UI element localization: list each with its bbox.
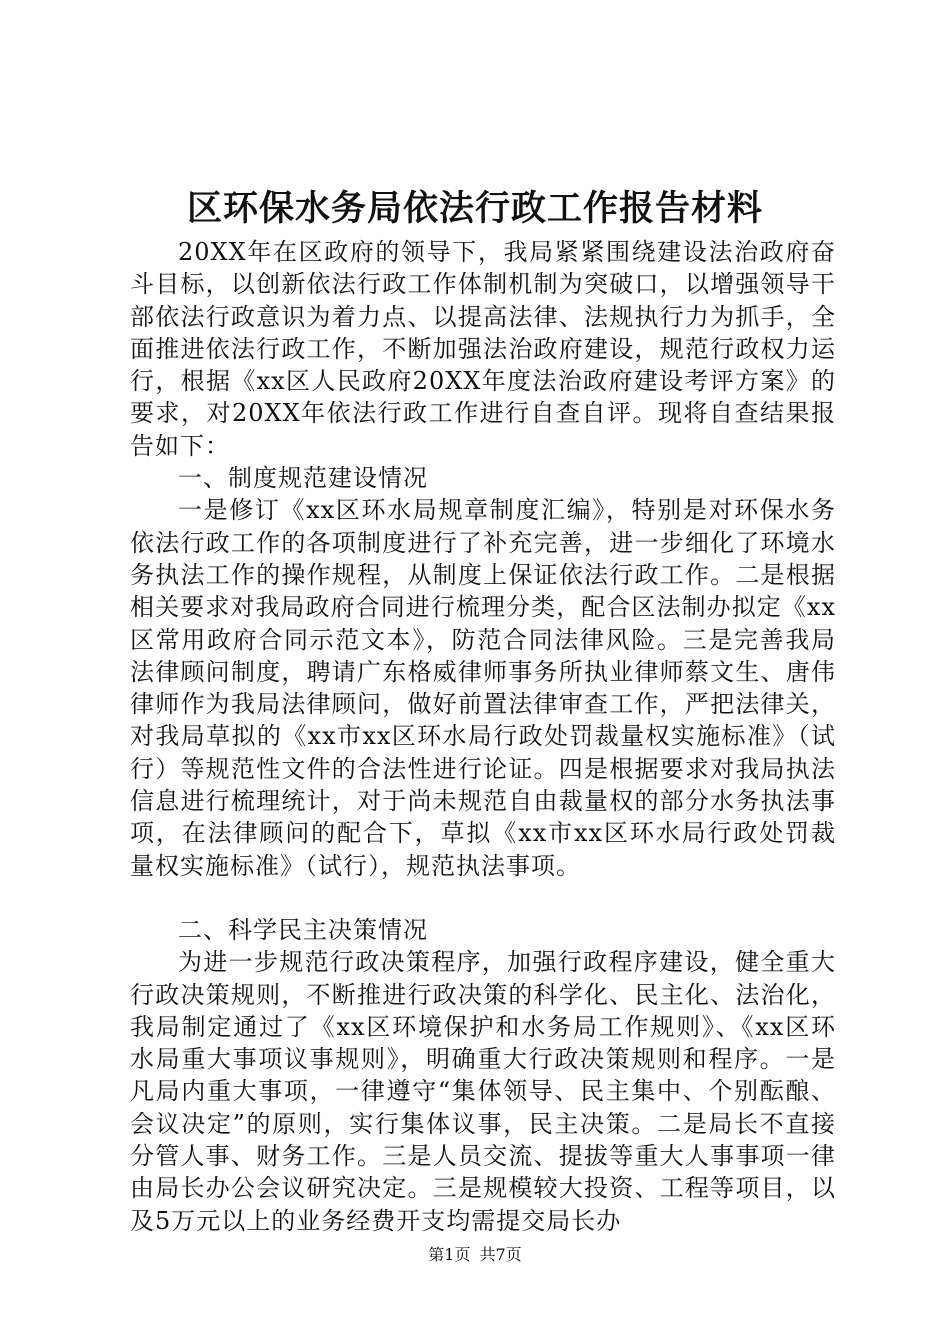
document-body	[130, 236, 836, 1237]
page-footer	[0, 1245, 950, 1265]
section-body-1: 一是修订《xx区环水局规章制度汇编》，特别是对环保水务依法行政工作的各项制度进行了补充完善，进一步细化了环境水务执法工作的操作规程，从制度上保证依法行政工作。二是根据相关要求对我局政府合同进行梳理分类，配合区法制办拟定《xx区常用政府合同示范文本》，防范合同法律风险。三是完善我局法律顾问制度，聘请广东格威律师事务所执业律师蔡文生、唐伟律师作为我局法律顾问，做好前置法律审查工作，严把法律关，对我局草拟的《xx市xx区环水局行政处罚裁量权实施标准》（试行）等规范性文件的合法性进行论证。四是根据要求对我局执法信息进行梳理统计，对于尚未规范自由裁量权的部分水务执法事项，在法律顾问的配合下，草拟《xx市xx区环水局行政处罚裁量权实施标准》（试行），规范执法事项。	[130, 496, 836, 880]
section-heading-2: 二、科学民主决策情况	[178, 915, 428, 944]
intro-paragraph: 20XX年在区政府的领导下，我局紧紧围绕建设法治政府奋斗目标，以创新依法行政工作体制机制为突破口，以增强领导干部依法行政意识为着力点、以提高法律、法规执行力为抓手，全面推进依法行政工作，不断加强法治政府建设，规范行政权力运行，根据《xx区人民政府20XX年度法治政府建设考评方案》的要求，对20XX年依法行政工作进行自查自评。现将自查结果报告如下：	[130, 238, 836, 460]
document-title: 区环保水务局依法行政工作报告材料	[186, 188, 763, 229]
page-total: 共7页	[479, 1245, 522, 1264]
section-body-2: 为进一步规范行政决策程序，加强行政程序建设，健全重大行政决策规则，不断推进行政决策的科学化、民主化、法治化，我局制定通过了《xx区环境保护和水务局工作规则》、《xx区环水局重大事项议事规则》，明确重大行政决策规则和程序。一是凡局内重大事项，一律遵守“集体领导、民主集中、个别酝酿、会议决定”的原则，实行集体议事，民主决策。二是局长不直接分管人事、财务工作。三是人员交流、提拔等重大人事事项一律由局长办公会议研究决定。三是规模较大投资、工程等项目，以及5万元以上的业务经费开支均需提交局长办	[130, 948, 836, 1235]
page-number: 第1页	[428, 1245, 471, 1264]
section-heading-1: 一、制度规范建设情况	[178, 464, 428, 493]
paragraph-gap	[130, 882, 836, 914]
